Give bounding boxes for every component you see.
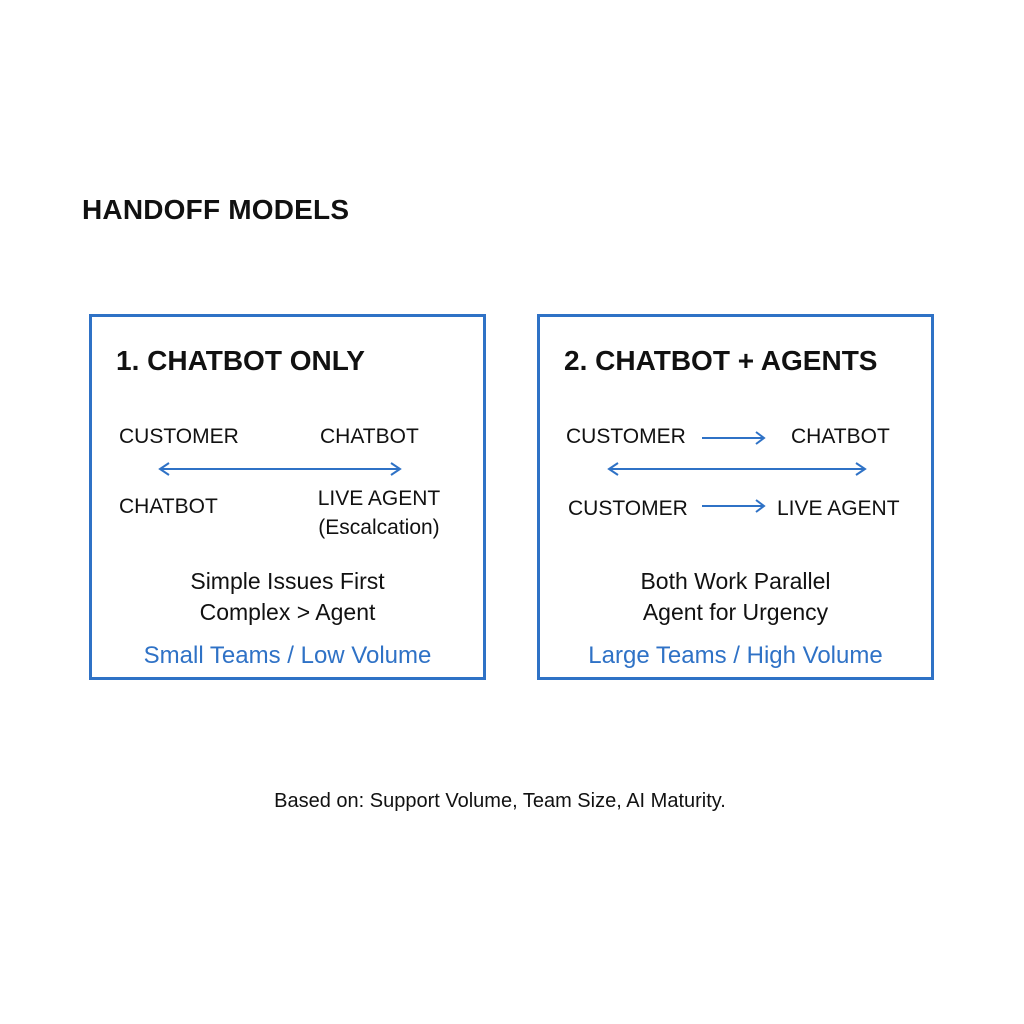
right-arrow-icon (700, 428, 770, 448)
node-customer: CUSTOMER (119, 425, 239, 448)
page-title: HANDOFF MODELS (82, 194, 350, 225)
node-chatbot: CHATBOT (320, 425, 419, 448)
use-case-tag: Small Teams / Low Volume (143, 642, 432, 669)
node-live-agent: LIVE AGENT (777, 497, 900, 520)
model-title: 2. CHATBOT + AGENTS (564, 345, 878, 376)
right-arrow-icon (700, 496, 770, 516)
note-line: Both Work Parallel (640, 568, 831, 594)
model-card-chatbot-only (89, 314, 486, 680)
node-chatbot: CHATBOT (791, 425, 890, 448)
bidirectional-arrow-icon (92, 454, 489, 484)
node-customer: CUSTOMER (568, 497, 688, 520)
bidirectional-arrow-icon (540, 454, 937, 484)
model-title: 1. CHATBOT ONLY (116, 345, 365, 376)
node-escalation: (Escalcation) (318, 516, 440, 539)
use-case-tag: Large Teams / High Volume (588, 642, 883, 669)
node-customer: CUSTOMER (566, 425, 686, 448)
footnote: Based on: Support Volume, Team Size, AI Maturity. (274, 790, 726, 812)
node-chatbot: CHATBOT (119, 495, 218, 518)
note-line: Simple Issues First (190, 568, 385, 594)
node-live-agent: LIVE AGENT (317, 487, 441, 510)
model-card-chatbot-agents (537, 314, 934, 680)
note-line: Agent for Urgency (642, 599, 829, 625)
note-line: Complex > Agent (199, 599, 376, 625)
